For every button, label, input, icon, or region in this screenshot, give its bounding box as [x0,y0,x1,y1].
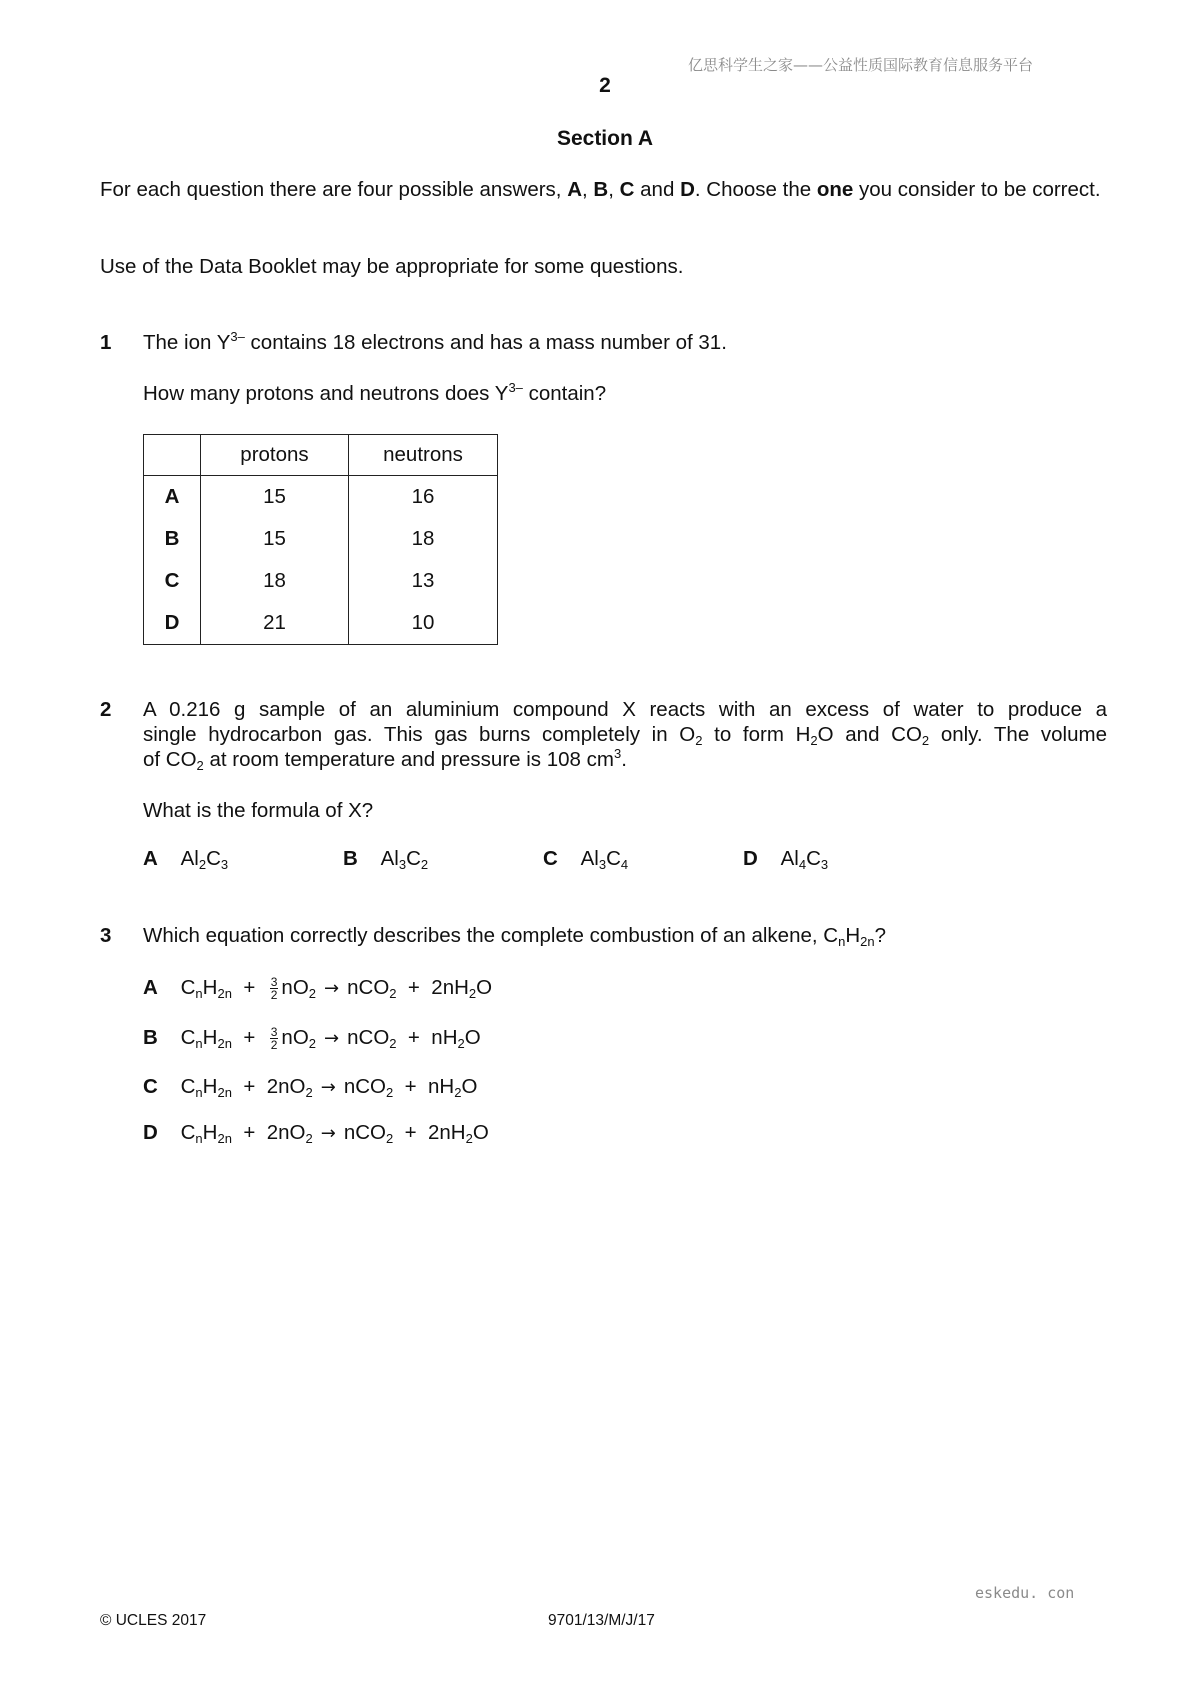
question-2-option-d[interactable]: D $Al_4C_3$ [743,847,829,872]
site-watermark: eskedu. con [975,1584,1075,1602]
protons-value: 15 [201,518,349,560]
question-2-number: 2 [100,698,112,721]
question-3-prompt: Which equation correctly describes the complete combustion of an alkene, $C_nH_{2n}$? [143,924,886,949]
section-title: Section A [556,127,654,150]
option-letter: D [144,602,201,645]
table-header-protons: protons [201,435,349,476]
question-3-option-c[interactable]: C $C_nH_{2n} + 2nO_2 \to nCO_2 + nH_2O$ [143,1075,478,1100]
question-3-option-a[interactable]: A $C_nH_{2n}$ + $\frac{3}{2}$ $nO_2 \to nCO_2 + 2nH_2O$ [143,975,493,1003]
question-2-prompt: What is the formula of X? [143,799,374,822]
question-2-option-a[interactable]: A $Al_2C_3$ [143,847,229,872]
question-2-line-1: A 0.216 g sample of an aluminium compound X reacts with an excess of water to produce a [143,698,1107,721]
option-letter: C [144,560,201,602]
protons-value: 21 [201,602,349,645]
question-1-number: 1 [100,331,112,354]
option-letter: B [144,518,201,560]
option-letter: A [144,476,201,519]
neutrons-value: 13 [349,560,498,602]
table-header-neutrons: neutrons [349,435,498,476]
protons-value: 18 [201,560,349,602]
question-3-option-b[interactable]: B $C_nH_{2n}$ + $\frac{3}{2}$ $nO_2 \to nCO_2 + nH_2O$ [143,1025,481,1053]
table-row [144,518,498,560]
watermark-text: 亿思科学生之家——公益性质国际教育信息服务平台 [688,56,1034,74]
question-2-line-2: single hydrocarbon gas. This gas burns completely in $O_2$ to form $H_2O$ and $CO_2$ only. The volume [143,723,1107,748]
question-2-option-c[interactable]: C $Al_3C_4$ [543,847,629,872]
question-1-prompt: How many protons and neutrons does $Y^{3-}$ contain? [143,380,607,405]
neutrons-value: 16 [349,476,498,519]
reaction-arrow: → [320,1077,336,1098]
question-2-line-3: of $CO_2$ at room temperature and pressure is 108 $cm^3$. [143,746,627,773]
instructions-paragraph: For each question there are four possible answers, A, B, C and D. Choose the one you consider to be correct. [100,178,1101,201]
neutrons-value: 18 [349,518,498,560]
protons-value: 15 [201,476,349,519]
footer-paper-code: 9701/13/M/J/17 [548,1612,655,1629]
fraction-three-halves: $\frac{3}{2}$ [270,1025,278,1053]
reaction-arrow: → [324,978,340,999]
table-row [144,602,498,645]
page-number: 2 [599,74,611,97]
question-1-statement: The ion $Y^{3-}$ contains 18 electrons and has a mass number of 31. [143,329,727,354]
reaction-arrow: → [320,1123,336,1144]
table-row [144,560,498,602]
question-3-number: 3 [100,924,112,947]
fraction-three-halves: $\frac{3}{2}$ [270,975,278,1003]
table-row [144,476,498,519]
table-header-blank [144,435,201,476]
data-booklet-note: Use of the Data Booklet may be appropriate for some questions. [100,255,684,278]
footer-copyright: © UCLES 2017 [100,1612,207,1629]
question-3-option-d[interactable]: D $C_nH_{2n} + 2nO_2 \to nCO_2 + 2nH_2O$ [143,1121,489,1146]
neutrons-value: 10 [349,602,498,645]
reaction-arrow: → [324,1028,340,1049]
question-2-option-b[interactable]: B $Al_3C_2$ [343,847,429,872]
proton-neutron-table [143,434,498,645]
table-header-row [144,435,498,476]
